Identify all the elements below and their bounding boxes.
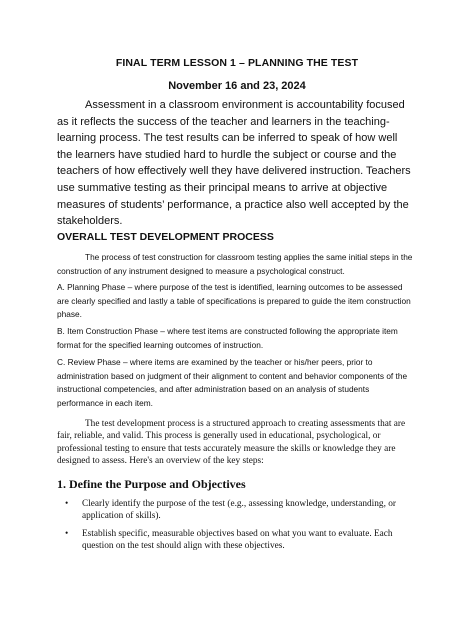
list-item-text: Clearly identify the purpose of the test (e.g., assessing knowledge, understanding, or application of skills). [82, 499, 396, 522]
step1-heading: 1. Define the Purpose and Objectives [57, 477, 246, 491]
phase-c-paragraph: C. Review Phase – where items are examined by the teacher or his/her peers, prior to administration based on judgment of their alignment to content and behavior components of the instructional competencies, and after administration based on an analysis of students performance in each item. [57, 357, 408, 409]
phase-a-paragraph: A. Planning Phase – where purpose of the test is identified, learning outcomes to be assessed are clearly specified and lastly a table of specifications is prepared to guide the item construction phase. [57, 282, 411, 320]
list-item-text: Establish specific, measurable objectives based on what you want to evaluate. Each question on the test should align with these objectives. [82, 528, 393, 552]
overview-paragraph [57, 418, 415, 468]
lesson-date: November 16 and 23, 2024 [168, 80, 306, 92]
list-item [57, 528, 417, 553]
step1-bullet-list [57, 498, 417, 558]
process-intro-text: The process of test construction for classroom testing applies the same initial steps in the construction of any instrument designed to measure a psychological construct. [57, 252, 413, 276]
phase-b-paragraph: B. Item Construction Phase – where test items are constructed following the appropriate item format for the specified learning outcomes of instruction. [57, 326, 398, 350]
bullet-icon: • [65, 499, 69, 509]
overview-text: The test development process is a structured approach to creating assessments that are fair, reliable, and valid. This process is generally used in educational, psychological, or professional testing to ensure that tests accurately measure the skills or knowledge they are designed to assess. Here's an overview of the key steps: [57, 419, 406, 467]
process-intro-paragraph [57, 251, 415, 278]
intro-text: Assessment in a classroom environment is accountability focused as it reflects the success of the teacher and learners in the teaching-learning process. The test results can be inferred to speak of how well the learners have studied hard to hurdle the subject or course and the teachers of how effectively well they have delivered instruction. Teachers use summative testing as their principal means to arrive at objective measures of students’ performance, a practice also well accepted by the stakeholders. [57, 99, 411, 228]
list-item [57, 498, 417, 523]
bullet-icon: • [65, 528, 69, 539]
lesson-title: FINAL TERM LESSON 1 – PLANNING THE TEST [115, 57, 359, 69]
intro-paragraph [57, 97, 413, 230]
section-heading: OVERALL TEST DEVELOPMENT PROCESS [57, 231, 274, 243]
